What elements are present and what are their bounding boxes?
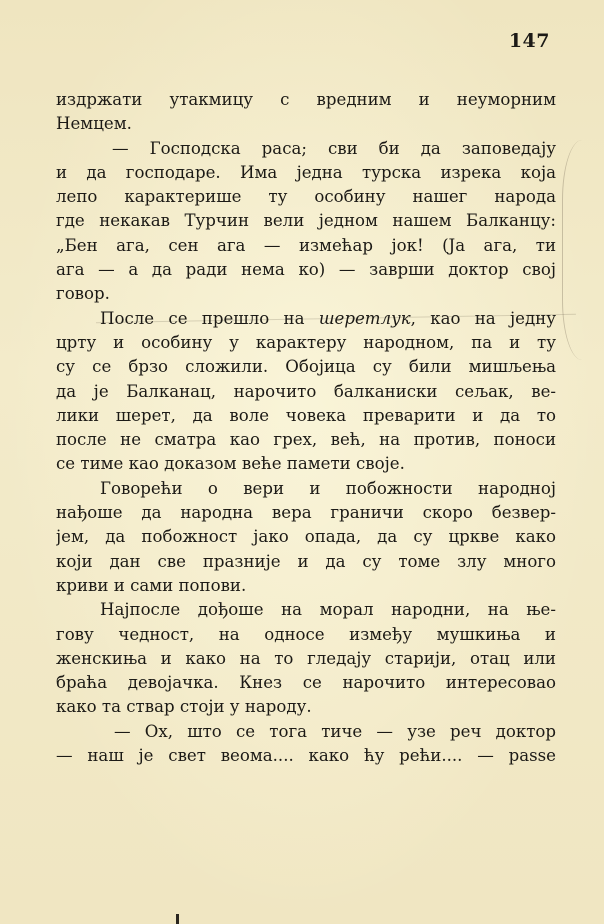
- page-number: 147: [508, 30, 550, 52]
- text-line: браћа девојачка. Кнез се нарочито интересовао: [56, 673, 556, 693]
- text-line: говор.: [56, 284, 110, 304]
- text-run: , као на једну: [410, 308, 556, 328]
- text-line: како та ствар стоји у народу.: [56, 697, 312, 717]
- text-line: — наш је свет веома.... како ћу рећи.... — passe: [56, 746, 556, 766]
- text-line: и да господаре. Има једна турска изрека која: [56, 162, 556, 182]
- text-line: ага — а да ради нема ко) — заврши доктор свој: [56, 260, 556, 280]
- text-line: женскиња и како на то гледају старији, отац или: [56, 648, 556, 668]
- text-line: црту и особину у карактеру народном, па и ту: [56, 332, 556, 352]
- body-text: [56, 88, 556, 768]
- text-line: лики шерет, да воле човека преварити и да то: [56, 405, 556, 425]
- text-line: који дан све празније и да су томе злу много: [56, 551, 556, 571]
- text-line: су се брзо сложили. Обојица су били мишљења: [56, 357, 556, 377]
- text-line: Најпосле дођоше на морал народни, на ње-: [100, 600, 556, 620]
- margin-pencil-mark: [562, 140, 593, 360]
- italic-word: шеретлук: [318, 308, 411, 328]
- text-line: гову чедност, на односе између мушкиња и: [56, 624, 556, 644]
- text-line: јем, да побожност јако опада, да су цркве како: [56, 527, 556, 547]
- bottom-edge-mark: [176, 914, 179, 924]
- text-line: Говорећи о вери и побожности народној: [100, 478, 556, 498]
- text-line: криви и сами попови.: [56, 575, 247, 595]
- text-line: издржати утакмицу с вредним и неуморним: [56, 90, 556, 109]
- text-line: нађоше да народна вера граничи скоро безвер-: [56, 503, 556, 523]
- text-line: — Господска раса; сви би да заповедају: [112, 138, 556, 158]
- text-line: „Бен ага, сен ага — измећар јок! (Ја ага, ти: [56, 235, 556, 255]
- text-line: после не сматра као грех, већ, на против, поноси: [56, 430, 556, 450]
- text-line: се тиме као доказом веће памети своје.: [56, 454, 405, 474]
- text-line: да је Балканац, нарочито балканиски сељак, ве-: [56, 381, 556, 401]
- text-line: [56, 307, 556, 331]
- text-line: лепо карактерише ту особину нашег народа: [56, 187, 556, 207]
- text-line: — Ох, што се тога тиче — узе реч доктор: [114, 721, 556, 741]
- text-line: где некакав Турчин вели једном нашем Балканцу:: [56, 211, 556, 231]
- text-line: Немцем.: [56, 114, 132, 134]
- text-run: После се прешло на: [100, 308, 305, 328]
